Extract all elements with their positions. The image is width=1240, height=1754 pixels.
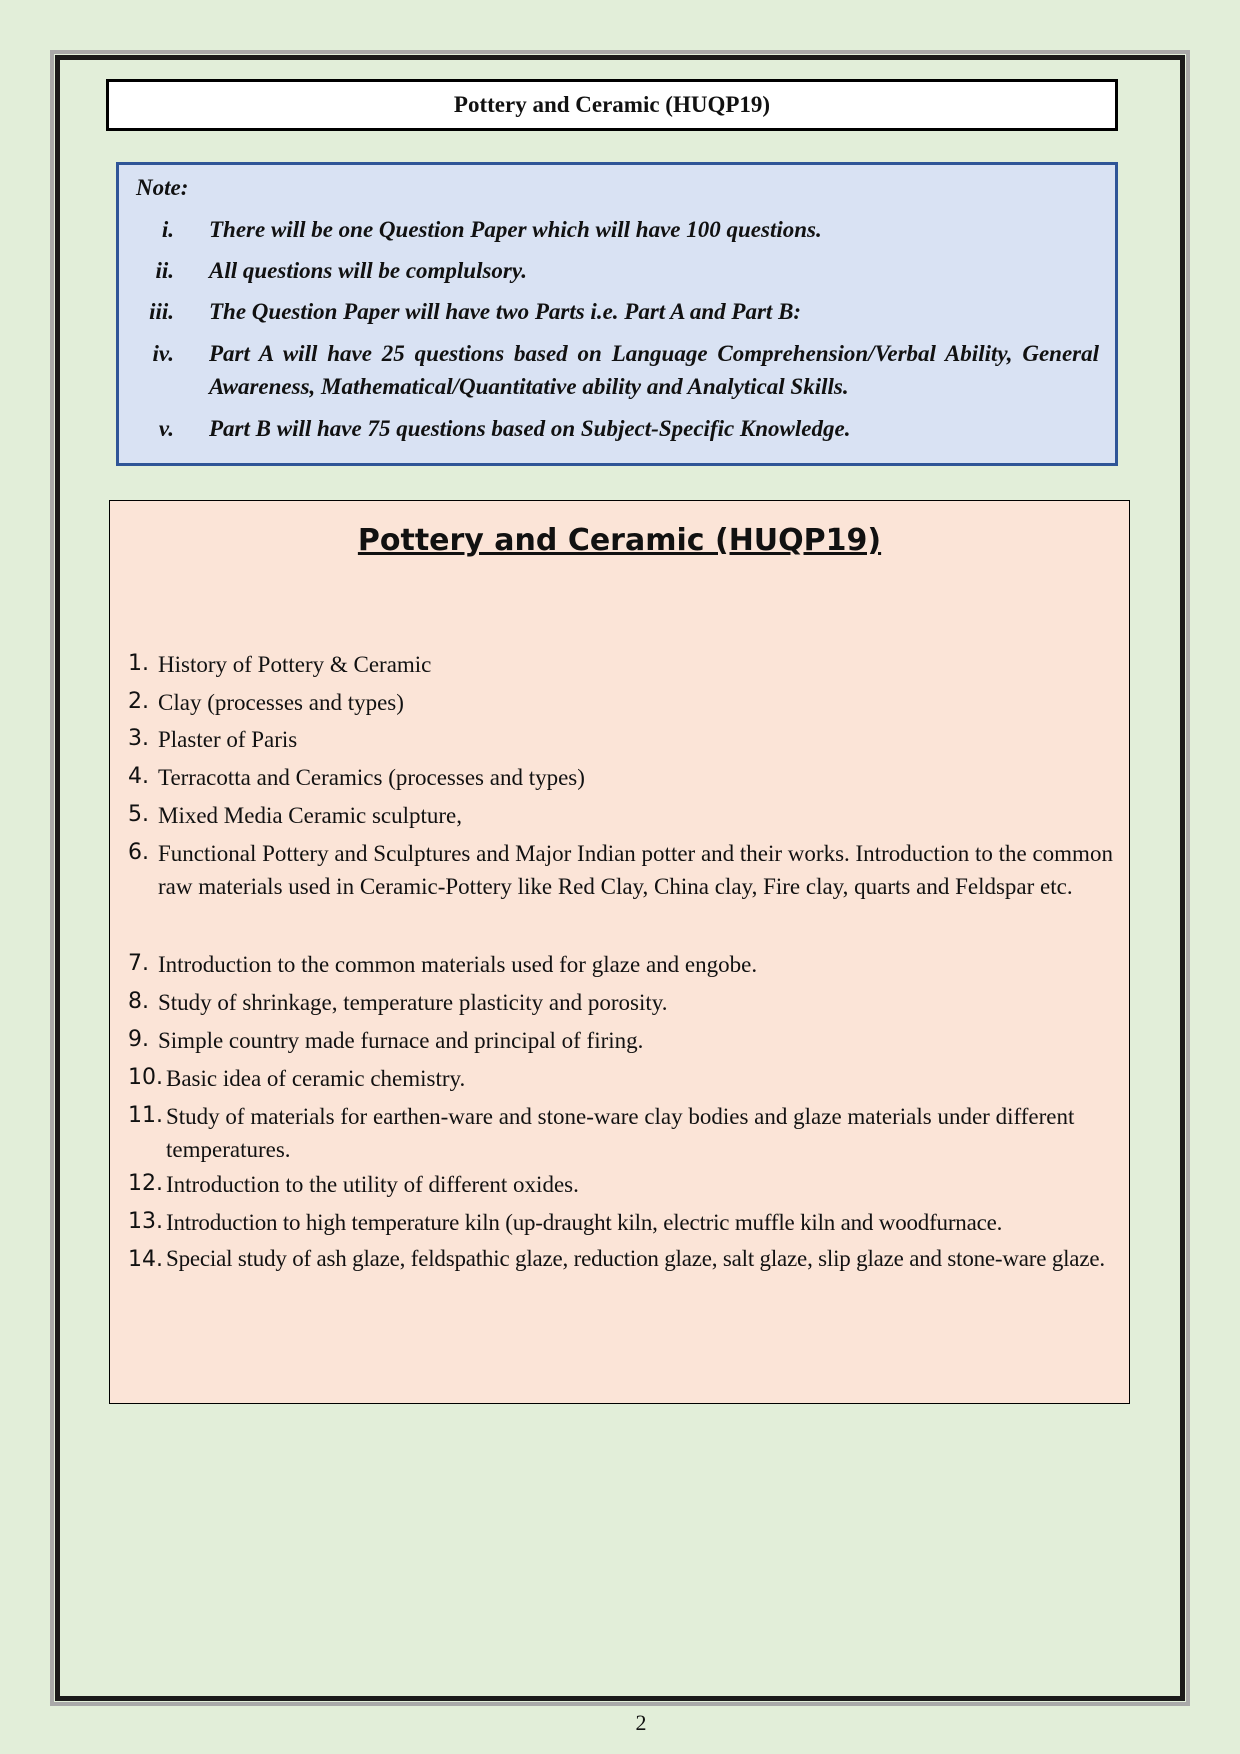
topic-text: Introduction to high temperature kiln (up-draught kiln, electric muffle kiln and woodfurnace. — [166, 1210, 1003, 1235]
topic-text: Introduction to the common materials used for glaze and engobe. — [158, 952, 758, 977]
note-item-text: Part A will have 25 questions based on Language Comprehension/Verbal Ability, General Awareness, Mathematical/Quantitative ability and Analytical Skills. — [209, 341, 1099, 399]
note-item-text: The Question Paper will have two Parts i.e. Part A and Part B: — [209, 299, 802, 324]
topic-text: Plaster of Paris — [158, 727, 298, 752]
syllabus-title: Pottery and Ceramic (HUQP19) — [357, 523, 882, 558]
note-heading: Note: — [136, 175, 189, 200]
topic-text: Special study of ash glaze, feldspathic glaze, reduction glaze, salt glaze, slip glaze and stone-ware glaze. — [166, 1246, 1105, 1271]
topic-text: Terracotta and Ceramics (processes and types) — [158, 765, 585, 790]
topic-number: 4. — [128, 764, 149, 789]
topic-number: 14. — [128, 1247, 163, 1272]
topic-text: History of Pottery & Ceramic — [158, 652, 432, 677]
note-item-text: There will be one Question Paper which will have 100 questions. — [209, 217, 822, 242]
note-box — [116, 162, 1118, 466]
topic-number: 7. — [128, 951, 149, 976]
page-title: Pottery and Ceramic (HUQP19) — [453, 92, 771, 117]
topic-number: 12. — [128, 1171, 163, 1196]
syllabus-box — [109, 500, 1130, 1404]
topic-number: 8. — [128, 989, 149, 1014]
note-item-text: All questions will be complulsory. — [209, 258, 527, 283]
topic-number: 9. — [128, 1027, 149, 1052]
topic-number: 11. — [128, 1103, 163, 1128]
topic-text: Simple country made furnace and principal of firing. — [158, 1028, 644, 1053]
topic-text: Study of materials for earthen-ware and stone-ware clay bodies and glaze materials under different temperatures. — [166, 1104, 1075, 1162]
topic-text: Study of shrinkage, temperature plasticity and porosity. — [158, 990, 668, 1015]
topic-number: 1. — [128, 651, 149, 676]
topic-number: 5. — [128, 802, 149, 827]
topic-text: Clay (processes and types) — [158, 690, 404, 715]
topic-text: Basic idea of ceramic chemistry. — [166, 1066, 466, 1091]
topic-number: 10. — [128, 1065, 163, 1090]
topic-text: Mixed Media Ceramic sculpture, — [158, 803, 463, 828]
topic-number: 6. — [128, 840, 149, 865]
note-item-text: Part B will have 75 questions based on Subject-Specific Knowledge. — [209, 416, 851, 441]
page-number: 2 — [635, 1710, 647, 1735]
note-item-number: ii. — [155, 258, 174, 283]
topic-text: Introduction to the utility of different oxides. — [166, 1172, 579, 1197]
note-item-number: v. — [158, 416, 174, 441]
topic-number: 13. — [128, 1209, 163, 1234]
topic-number: 2. — [128, 689, 149, 714]
page-title-box — [106, 79, 1118, 131]
topic-text: Functional Pottery and Sculptures and Major Indian potter and their works. Introduction to the common raw materials used in Ceramic-Pottery like Red Clay, China clay, Fire clay, quarts and Feldspar etc. — [158, 841, 1113, 899]
note-item-number: iii. — [149, 299, 174, 324]
note-item-number: iv. — [152, 341, 174, 366]
note-item-number: i. — [161, 217, 174, 242]
topic-number: 3. — [128, 726, 149, 751]
